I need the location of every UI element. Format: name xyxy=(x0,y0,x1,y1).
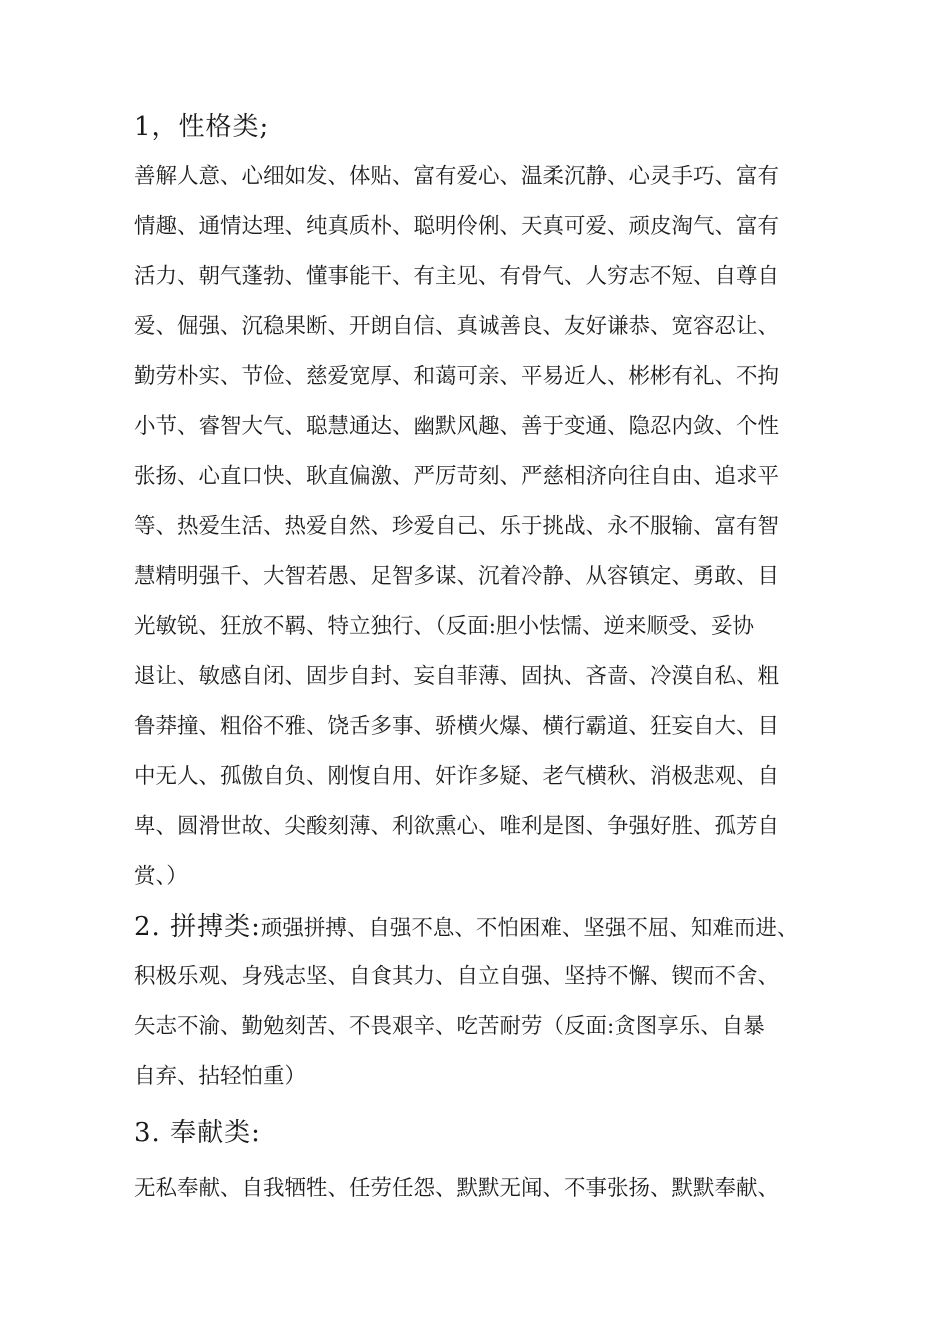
text-line: 情趣、通情达理、纯真质朴、聪明伶俐、天真可爱、顽皮淘气、富有 xyxy=(134,214,780,239)
text-line: 光敏锐、狂放不羁、特立独行、（反面:胆小怯懦、逆来顺受、妥协 xyxy=(134,614,754,639)
text-line: 鲁莽撞、粗俗不雅、饶舌多事、骄横火爆、横行霸道、狂妄自大、目 xyxy=(134,714,780,739)
text-line: 勤劳朴实、节俭、慈爱宽厚、和蔼可亲、平易近人、彬彬有礼、不拘 xyxy=(134,364,780,389)
section-body-dedication xyxy=(134,1164,834,1214)
text-line: 中无人、孤傲自负、刚愎自用、奸诈多疑、老气横秋、消极悲观、自 xyxy=(134,764,780,789)
text-line: 小节、睿智大气、聪慧通达、幽默风趣、善于变通、隐忍内敛、个性 xyxy=(134,414,780,439)
section-heading-struggle: 2. 拼搏类: xyxy=(134,912,261,942)
text-line: 卑、圆滑世故、尖酸刻薄、利欲熏心、唯利是图、争强好胜、孤芳自 xyxy=(134,814,780,839)
document-page xyxy=(134,102,834,1214)
text-line-inline: 顽强拼搏、自强不息、不怕困难、坚强不屈、知难而进、 xyxy=(260,916,799,941)
text-line: 积极乐观、身残志坚、自食其力、自立自强、坚持不懈、锲而不舍、 xyxy=(134,964,780,989)
text-line: 善解人意、心细如发、体贴、富有爱心、温柔沉静、心灵手巧、富有 xyxy=(134,164,780,189)
section-heading-personality: 1，性格类; xyxy=(134,112,270,142)
text-line: 张扬、心直口快、耿直偏激、严厉苛刻、严慈相济向往自由、追求平 xyxy=(134,464,780,489)
section-heading-dedication: 3. 奉献类: xyxy=(134,1118,261,1148)
text-line: 矢志不渝、勤勉刻苦、不畏艰辛、吃苦耐劳（反面:贪图享乐、自暴 xyxy=(134,1014,765,1039)
section-personality xyxy=(134,102,834,902)
text-line: 活力、朝气蓬勃、懂事能干、有主见、有骨气、人穷志不短、自尊自 xyxy=(134,264,780,289)
text-line: 无私奉献、自我牺牲、任劳任怨、默默无闻、不事张扬、默默奉献、 xyxy=(134,1176,780,1201)
section-dedication xyxy=(134,1108,834,1214)
section-body-struggle xyxy=(134,952,834,1102)
text-line: 退让、敏感自闭、固步自封、妄自菲薄、固执、吝啬、冷漠自私、粗 xyxy=(134,664,780,689)
section-first-line-struggle xyxy=(134,902,834,952)
text-line: 赏、） xyxy=(134,864,188,889)
section-struggle xyxy=(134,902,834,1102)
section-body-personality xyxy=(134,152,834,902)
text-line: 慧精明强千、大智若愚、足智多谋、沉着冷静、从容镇定、勇敢、目 xyxy=(134,564,780,589)
text-line: 等、热爱生活、热爱自然、珍爱自己、乐于挑战、永不服输、富有智 xyxy=(134,514,780,539)
text-line: 爱、倔强、沉稳果断、开朗自信、真诚善良、友好谦恭、宽容忍让、 xyxy=(134,314,780,339)
text-line: 自弃、拈轻怕重） xyxy=(134,1064,307,1089)
